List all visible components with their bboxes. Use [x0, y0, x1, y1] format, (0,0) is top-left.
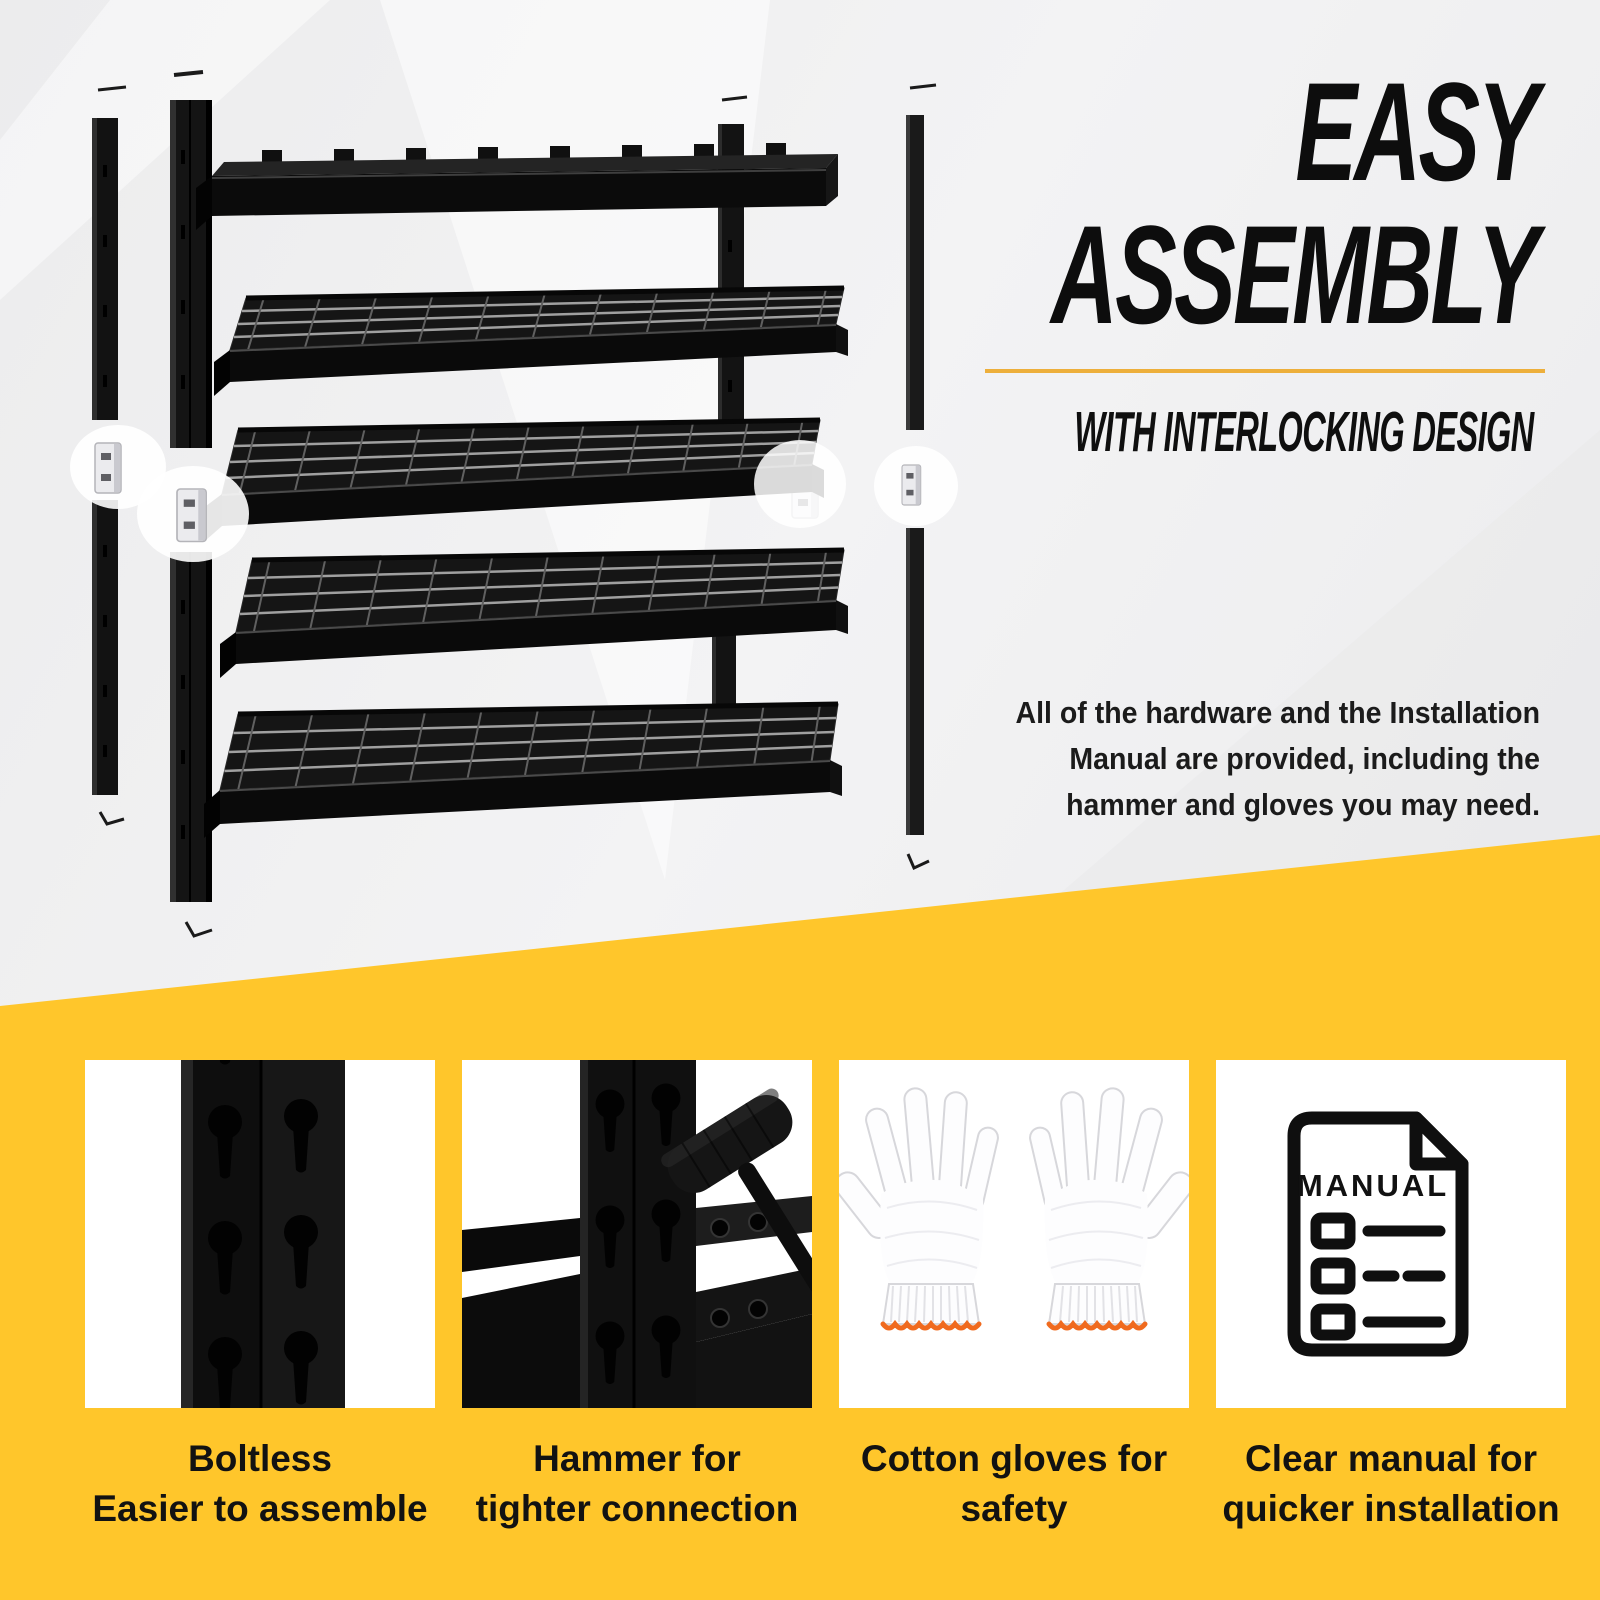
feature-card-hammer: [462, 1060, 812, 1408]
body-copy: [933, 690, 1540, 828]
connector-sleeve: [902, 465, 921, 505]
subtitle: WITH INTERLOCKING DESIGN: [1074, 400, 1534, 464]
feature-card-gloves: [839, 1060, 1189, 1408]
feature-caption-gloves: Cotton gloves for safety: [860, 1438, 1168, 1529]
body-line: All of the hardware and the Installation: [1015, 695, 1540, 730]
connector-sleeve: [177, 489, 206, 542]
wire-shelf: [220, 550, 848, 678]
cotton-gloves-photo: [839, 1060, 1189, 1408]
headline-line-1: EASY: [1294, 53, 1536, 210]
headline-line-2: ASSEMBLY: [1050, 196, 1536, 353]
feature-card-manual: [1216, 1060, 1566, 1408]
exploded-shelf-illustration: [0, 0, 960, 960]
keyhole-post-photo: [85, 1060, 435, 1408]
feature-card-boltless: [85, 1060, 435, 1408]
headline: [1050, 53, 1536, 353]
gold-divider: [985, 369, 1545, 373]
wire-shelf: [204, 704, 842, 838]
feature-caption-boltless: Boltless Easier to assemble: [92, 1438, 428, 1529]
wire-shelf: [214, 288, 848, 396]
manual-icon-label: MANUAL: [1296, 1168, 1450, 1203]
feature-caption-hammer: Hammer for tighter connection: [475, 1438, 799, 1529]
connector-sleeve: [95, 443, 121, 493]
manual-icon: [1216, 1060, 1566, 1408]
feature-caption-manual: Clear manual for quicker installation: [1222, 1438, 1560, 1529]
corner-hammer-photo: [462, 1060, 812, 1408]
wire-shelf: [206, 420, 824, 540]
body-line: Manual are provided, including the: [1069, 741, 1540, 776]
body-line: hammer and gloves you may need.: [1066, 787, 1540, 822]
